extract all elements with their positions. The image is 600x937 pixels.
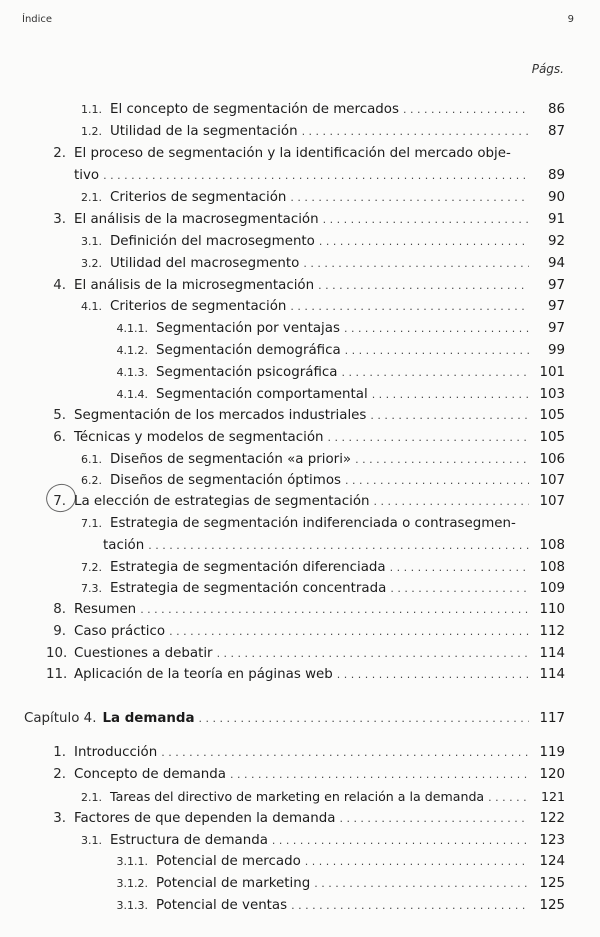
entry-number: 7.1. <box>81 517 102 530</box>
entry-page: 125 <box>539 898 565 913</box>
entry-number: 8. <box>53 602 66 617</box>
toc-entry <box>76 298 565 316</box>
dot-leader <box>328 429 529 447</box>
entry-number: 6.2. <box>81 474 102 487</box>
entry-number: 3.1.3. <box>116 899 148 912</box>
dot-leader <box>148 537 529 555</box>
entry-title: Potencial de ventas <box>156 898 288 913</box>
page-number: 9 <box>567 14 574 25</box>
entry-page: 114 <box>539 646 565 661</box>
entry-title: Segmentación psicográfica <box>156 365 338 380</box>
entry-title: Factores de que dependen la demanda <box>74 811 336 826</box>
toc-entry-continuation <box>74 167 565 185</box>
entry-number: 4.1.1. <box>116 322 148 335</box>
entry-title: La elección de estrategias de segmentación <box>74 494 370 509</box>
entry-title: Estrategia de segmentación indiferenciada o contrasegmen- <box>110 516 516 531</box>
entry-page: 91 <box>547 212 565 227</box>
entry-number: 4.1.3. <box>116 366 148 379</box>
entry-title: Caso práctico <box>74 624 166 639</box>
entry-number: 7.3. <box>81 582 102 595</box>
toc-entry <box>76 233 565 251</box>
entry-page: 94 <box>547 256 565 271</box>
toc-entry <box>76 559 565 577</box>
toc-entry <box>76 580 565 598</box>
dot-leader <box>337 666 529 684</box>
entry-page: 92 <box>547 234 565 249</box>
toc-entry <box>76 101 565 119</box>
toc-entry <box>46 744 565 762</box>
entry-number: 6. <box>53 430 66 445</box>
toc-entry <box>76 788 565 806</box>
entry-number: 1. <box>53 745 66 760</box>
entry-page: 89 <box>547 168 565 183</box>
entry-number: 4.1.4. <box>116 388 148 401</box>
dot-leader <box>319 233 529 251</box>
entry-page: 97 <box>547 278 565 293</box>
entry-title: Criterios de segmentación <box>110 190 287 205</box>
chapter-heading <box>24 710 565 728</box>
dot-leader <box>323 211 529 229</box>
dot-leader <box>199 710 529 728</box>
dot-leader <box>370 407 529 425</box>
entry-number: 4. <box>53 278 66 293</box>
entry-number: 7.2. <box>81 561 102 574</box>
entry-number: 1.2. <box>81 125 102 138</box>
entry-title: Definición del macrosegmento <box>110 234 315 249</box>
dot-leader <box>230 766 529 784</box>
entry-page: 122 <box>539 811 565 826</box>
entry-page: 101 <box>539 365 565 380</box>
entry-title: Segmentación de los mercados industriales <box>74 408 367 423</box>
toc-entry-continuation <box>103 537 565 555</box>
dot-leader <box>339 810 529 828</box>
toc-entry <box>110 364 565 382</box>
dot-leader <box>355 451 529 469</box>
toc-entry <box>46 277 565 295</box>
entry-page: 112 <box>539 624 565 639</box>
entry-title: Diseños de segmentación óptimos <box>110 473 341 488</box>
dot-leader <box>103 167 529 185</box>
entry-title: Tareas del directivo de marketing en relación a la demanda <box>110 789 485 804</box>
entry-title: Estructura de demanda <box>110 833 268 848</box>
dot-leader <box>344 320 529 338</box>
entry-number: 7. <box>53 494 66 509</box>
entry-page: 105 <box>539 408 565 423</box>
entry-title: Segmentación por ventajas <box>156 321 340 336</box>
dot-leader <box>345 342 529 360</box>
entry-title: Resumen <box>74 602 137 617</box>
entry-page: 110 <box>539 602 565 617</box>
entry-title: Potencial de mercado <box>156 854 301 869</box>
entry-title: Criterios de segmentación <box>110 299 287 314</box>
entry-page: 125 <box>539 876 565 891</box>
dot-leader <box>169 623 529 641</box>
dot-leader <box>302 123 529 141</box>
entry-page: 97 <box>547 299 565 314</box>
dot-leader <box>390 559 529 577</box>
toc-entry <box>110 320 565 338</box>
entry-page: 121 <box>540 789 565 804</box>
dot-leader <box>290 298 529 316</box>
toc-entry <box>46 623 565 641</box>
entry-title: Utilidad de la segmentación <box>110 124 298 139</box>
entry-number: 5. <box>53 408 66 423</box>
entry-page: 114 <box>539 667 565 682</box>
entry-page: 120 <box>539 767 565 782</box>
dot-leader <box>314 875 529 893</box>
entry-title: Estrategia de segmentación concentrada <box>110 581 387 596</box>
entry-number: 4.1. <box>81 300 102 313</box>
entry-page: 123 <box>539 833 565 848</box>
toc-entry <box>46 766 565 784</box>
entry-title: El análisis de la microsegmentación <box>74 278 315 293</box>
toc-entry <box>110 342 565 360</box>
toc-entry <box>46 810 565 828</box>
entry-number: 3.2. <box>81 257 102 270</box>
entry-page: 119 <box>539 745 565 760</box>
entry-number: 11. <box>46 667 68 682</box>
entry-number: 2. <box>53 767 66 782</box>
entry-page: 124 <box>539 854 565 869</box>
entry-number: 2.1. <box>81 791 102 804</box>
section-title: Índice <box>22 14 53 25</box>
entry-number: 3. <box>53 212 66 227</box>
entry-page: 97 <box>547 321 565 336</box>
toc-entry <box>76 451 565 469</box>
entry-page: 107 <box>539 494 565 509</box>
entry-number: 4.1.2. <box>116 344 148 357</box>
dot-leader <box>272 832 529 850</box>
entry-number: 2. <box>53 146 66 161</box>
dot-leader <box>345 472 529 490</box>
dot-leader <box>374 493 529 511</box>
entry-number: 10. <box>46 646 68 661</box>
entry-page: 107 <box>539 473 565 488</box>
toc-entry <box>46 145 565 163</box>
entry-page: 117 <box>539 711 565 726</box>
chapter-number: Capítulo 4. <box>24 711 97 726</box>
entry-page: 108 <box>539 560 565 575</box>
entry-title: Utilidad del macrosegmento <box>110 256 300 271</box>
entry-title: Cuestiones a debatir <box>74 646 213 661</box>
entry-number: 3.1.2. <box>116 877 148 890</box>
entry-title: Estrategia de segmentación diferenciada <box>110 560 386 575</box>
chapter-title: La demanda <box>102 711 195 726</box>
toc-entry <box>76 515 565 533</box>
entry-number: 3.1.1. <box>116 855 148 868</box>
entry-title: Potencial de marketing <box>156 876 311 891</box>
entry-number: 3.1. <box>81 235 102 248</box>
dot-leader <box>217 645 529 663</box>
dot-leader <box>390 580 529 598</box>
dot-leader <box>140 601 529 619</box>
dot-leader <box>303 255 529 273</box>
entry-number: 3. <box>53 811 66 826</box>
dot-leader <box>305 853 529 871</box>
toc-entry <box>110 897 565 915</box>
dot-leader <box>291 897 529 915</box>
entry-page: 86 <box>547 102 565 117</box>
entry-page: 90 <box>547 190 565 205</box>
toc-entry <box>76 123 565 141</box>
entry-number: 2.1. <box>81 191 102 204</box>
entry-title: Técnicas y modelos de segmentación <box>74 430 324 445</box>
dot-leader <box>488 789 529 807</box>
running-header <box>22 14 574 25</box>
toc-entry <box>76 255 565 273</box>
toc-entry <box>110 386 565 404</box>
toc-entry <box>110 853 565 871</box>
entry-title: tación <box>103 538 145 553</box>
toc-entry <box>46 407 565 425</box>
entry-page: 103 <box>539 387 565 402</box>
entry-title: Aplicación de la teoría en páginas web <box>74 667 333 682</box>
dot-leader <box>290 189 529 207</box>
entry-title: El análisis de la macrosegmentación <box>74 212 319 227</box>
toc-entry <box>46 645 565 663</box>
toc-entry <box>46 211 565 229</box>
entry-title: Segmentación demográfica <box>156 343 341 358</box>
entry-number: 1.1. <box>81 103 102 116</box>
entry-title: Diseños de segmentación «a priori» <box>110 452 352 467</box>
entry-title: Segmentación comportamental <box>156 387 368 402</box>
entry-page: 105 <box>539 430 565 445</box>
toc-entry <box>46 493 565 511</box>
entry-page: 108 <box>539 538 565 553</box>
entry-title: tivo <box>74 168 100 183</box>
entry-page: 106 <box>539 452 565 467</box>
entry-title: Concepto de demanda <box>74 767 227 782</box>
entry-number: 9. <box>53 624 66 639</box>
entry-title: Introducción <box>74 745 158 760</box>
entry-number: 6.1. <box>81 453 102 466</box>
entry-title: El proceso de segmentación y la identificación del mercado obje- <box>74 146 511 161</box>
entry-title: El concepto de segmentación de mercados <box>110 102 399 117</box>
dot-leader <box>341 364 529 382</box>
dot-leader <box>161 744 529 762</box>
entry-page: 87 <box>547 124 565 139</box>
dot-leader <box>372 386 529 404</box>
toc-entry <box>76 189 565 207</box>
pages-column-label: Págs. <box>531 62 564 76</box>
toc-entry <box>46 666 565 684</box>
toc-entry <box>46 601 565 619</box>
dot-leader <box>403 101 529 119</box>
entry-page: 99 <box>547 343 565 358</box>
entry-page: 109 <box>539 581 565 596</box>
dot-leader <box>318 277 529 295</box>
toc-entry <box>76 472 565 490</box>
entry-number: 3.1. <box>81 834 102 847</box>
toc-entry <box>46 429 565 447</box>
toc-entry <box>76 832 565 850</box>
toc-entry <box>110 875 565 893</box>
